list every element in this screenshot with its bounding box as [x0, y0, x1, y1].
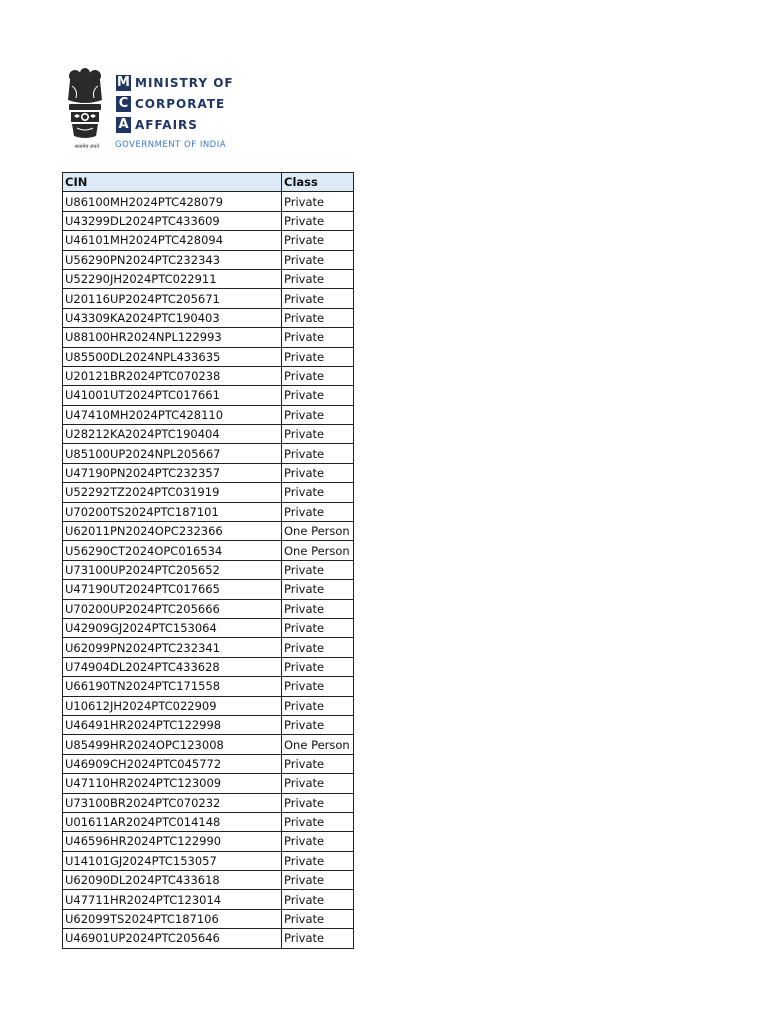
brand-line-ministry [116, 72, 234, 93]
cin-cell: U14101GJ2024PTC153057 [63, 851, 282, 870]
cin-cell: U10612JH2024PTC022909 [63, 696, 282, 715]
cin-cell: U66190TN2024PTC171558 [63, 677, 282, 696]
class-cell: Private [282, 929, 354, 948]
table-row [63, 638, 354, 657]
table-row [63, 793, 354, 812]
national-emblem-icon [62, 66, 108, 152]
class-cell: Private [282, 909, 354, 928]
table-row [63, 502, 354, 521]
cin-cell: U70200TS2024PTC187101 [63, 502, 282, 521]
cin-cell: U52290JH2024PTC022911 [63, 269, 282, 288]
table-row [63, 211, 354, 230]
brand-line-affairs [116, 114, 234, 135]
table-row [63, 735, 354, 754]
class-cell: Private [282, 211, 354, 230]
class-cell: Private [282, 425, 354, 444]
table-row [63, 405, 354, 424]
table-row [63, 580, 354, 599]
class-cell: Private [282, 250, 354, 269]
table-row [63, 715, 354, 734]
cin-cell: U86100MH2024PTC428079 [63, 192, 282, 211]
brand-letter-m: M [117, 75, 130, 90]
cin-cell: U01611AR2024PTC014148 [63, 812, 282, 831]
cin-cell: U62099PN2024PTC232341 [63, 638, 282, 657]
cin-cell: U46909CH2024PTC045772 [63, 754, 282, 773]
cin-cell: U85100UP2024NPL205667 [63, 444, 282, 463]
class-cell: Private [282, 444, 354, 463]
cin-class-table [62, 172, 354, 949]
cin-cell: U20116UP2024PTC205671 [63, 289, 282, 308]
table-row [63, 425, 354, 444]
cin-cell: U42909GJ2024PTC153064 [63, 618, 282, 637]
cin-cell: U74904DL2024PTC433628 [63, 657, 282, 676]
table-row [63, 463, 354, 482]
cin-cell: U28212KA2024PTC190404 [63, 425, 282, 444]
mca-wordmark [116, 72, 234, 135]
table-row [63, 269, 354, 288]
cin-cell: U85500DL2024NPL433635 [63, 347, 282, 366]
cin-cell: U73100BR2024PTC070232 [63, 793, 282, 812]
cin-cell: U47110HR2024PTC123009 [63, 774, 282, 793]
table-row [63, 677, 354, 696]
table-row [63, 541, 354, 560]
cin-cell: U47190PN2024PTC232357 [63, 463, 282, 482]
class-cell: Private [282, 560, 354, 579]
cin-cell: U43309KA2024PTC190403 [63, 308, 282, 327]
class-cell: Private [282, 328, 354, 347]
table-body [63, 192, 354, 948]
brand-word-corporate: CORPORATE [135, 96, 226, 111]
table-row [63, 522, 354, 541]
table-row [63, 192, 354, 211]
table-row [63, 289, 354, 308]
cin-cell: U46491HR2024PTC122998 [63, 715, 282, 734]
government-of-india-label: GOVERNMENT OF INDIA [115, 140, 227, 150]
cin-cell: U47410MH2024PTC428110 [63, 405, 282, 424]
cin-cell: U56290CT2024OPC016534 [63, 541, 282, 560]
class-cell: Private [282, 774, 354, 793]
cin-cell: U47711HR2024PTC123014 [63, 890, 282, 909]
class-cell: Private [282, 832, 354, 851]
table-row [63, 696, 354, 715]
cin-cell: U73100UP2024PTC205652 [63, 560, 282, 579]
class-cell: Private [282, 851, 354, 870]
class-cell: Private [282, 580, 354, 599]
cin-cell: U62090DL2024PTC433618 [63, 871, 282, 890]
mca-logo [60, 66, 280, 156]
table-header-row [63, 173, 354, 192]
cin-cell: U46901UP2024PTC205646 [63, 929, 282, 948]
table-row [63, 599, 354, 618]
class-cell: Private [282, 231, 354, 250]
class-cell: Private [282, 715, 354, 734]
table-row [63, 347, 354, 366]
cin-cell: U88100HR2024NPL122993 [63, 328, 282, 347]
table-row [63, 231, 354, 250]
column-header-cin: CIN [63, 173, 282, 192]
class-cell: Private [282, 599, 354, 618]
cin-cell: U20121BR2024PTC070238 [63, 366, 282, 385]
cin-cell: U43299DL2024PTC433609 [63, 211, 282, 230]
cin-cell: U56290PN2024PTC232343 [63, 250, 282, 269]
table-row [63, 618, 354, 637]
table-row [63, 328, 354, 347]
class-cell: Private [282, 347, 354, 366]
class-cell: Private [282, 793, 354, 812]
cin-cell: U47190UT2024PTC017665 [63, 580, 282, 599]
cin-cell: U52292TZ2024PTC031919 [63, 483, 282, 502]
class-cell: Private [282, 483, 354, 502]
brand-word-ministry: MINISTRY OF [135, 75, 234, 90]
table-row [63, 386, 354, 405]
table-row [63, 871, 354, 890]
class-cell: Private [282, 657, 354, 676]
class-cell: Private [282, 366, 354, 385]
cin-cell: U85499HR2024OPC123008 [63, 735, 282, 754]
cin-cell: U62011PN2024OPC232366 [63, 522, 282, 541]
brand-letter-c: C [116, 96, 131, 112]
class-cell: Private [282, 890, 354, 909]
class-cell: Private [282, 405, 354, 424]
table-row [63, 774, 354, 793]
table-row [63, 483, 354, 502]
class-cell: Private [282, 638, 354, 657]
column-header-class: Class [282, 173, 354, 192]
class-cell: Private [282, 812, 354, 831]
emblem-caption: सत्यमेव जयते [74, 144, 100, 150]
class-cell: Private [282, 618, 354, 637]
class-cell: One Person [282, 735, 354, 754]
table-row [63, 366, 354, 385]
class-cell: Private [282, 463, 354, 482]
table-row [63, 812, 354, 831]
table-row [63, 890, 354, 909]
table-row [63, 560, 354, 579]
table-row [63, 444, 354, 463]
table-row [63, 250, 354, 269]
table-row [63, 754, 354, 773]
table-row [63, 929, 354, 948]
table-row [63, 909, 354, 928]
cin-cell: U46101MH2024PTC428094 [63, 231, 282, 250]
class-cell: Private [282, 754, 354, 773]
class-cell: Private [282, 696, 354, 715]
class-cell: Private [282, 289, 354, 308]
cin-cell: U46596HR2024PTC122990 [63, 832, 282, 851]
table-row [63, 851, 354, 870]
table-row [63, 832, 354, 851]
brand-line-corporate [116, 93, 234, 114]
cin-cell: U41001UT2024PTC017661 [63, 386, 282, 405]
brand-word-affairs: AFFAIRS [135, 117, 198, 132]
class-cell: Private [282, 192, 354, 211]
class-cell: Private [282, 269, 354, 288]
table-row [63, 308, 354, 327]
cin-cell: U62099TS2024PTC187106 [63, 909, 282, 928]
cin-cell: U70200UP2024PTC205666 [63, 599, 282, 618]
brand-letter-a: A [116, 117, 131, 133]
class-cell: Private [282, 677, 354, 696]
table-row [63, 657, 354, 676]
class-cell: One Person [282, 522, 354, 541]
class-cell: One Person [282, 541, 354, 560]
class-cell: Private [282, 386, 354, 405]
class-cell: Private [282, 308, 354, 327]
class-cell: Private [282, 871, 354, 890]
class-cell: Private [282, 502, 354, 521]
